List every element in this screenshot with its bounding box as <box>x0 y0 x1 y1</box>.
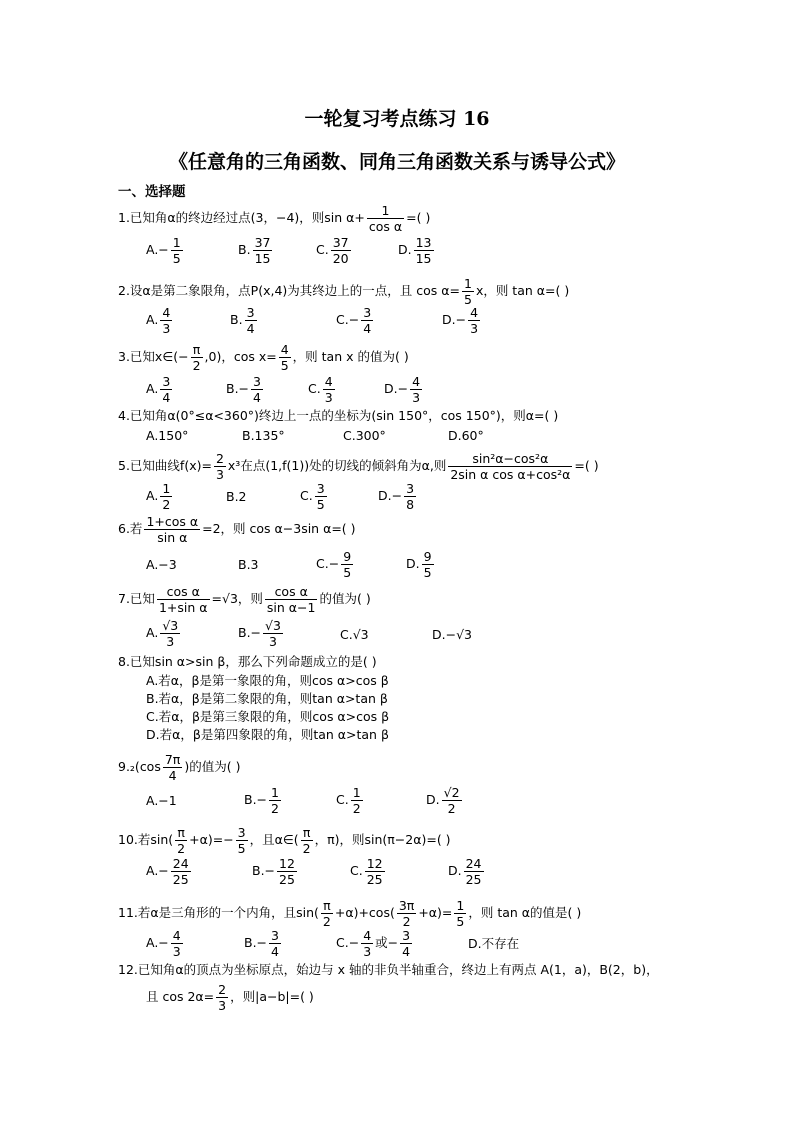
question-8: 8.已知sin α>sin β，那么下列命题成立的是( ) <box>118 654 377 669</box>
q9-option-c: C. $\frac{1}{2}$ <box>336 785 361 816</box>
q2-option-a: A. $\frac{4}{3}$ <box>146 305 171 336</box>
section-heading: 一、选择题 <box>118 184 186 200</box>
q4-option-b: B.135° <box>242 428 285 443</box>
q11-option-a: A.− $\frac{4}{3}$ <box>146 928 181 959</box>
page-subtitle: 《任意角的三角函数、同角三角函数关系与诱导公式》 <box>168 151 625 173</box>
q10-option-b: B.− $\frac{12}{25}$ <box>252 856 295 887</box>
q9-option-d: D. $\frac{√2}{2}$ <box>426 785 460 816</box>
question-1: 1.已知角α的终边经过点(3，−4)，则sin α+ $\frac{1}{\text{cos α}}$ =( ) <box>118 203 431 234</box>
q3-option-d: D.− $\frac{4}{3}$ <box>384 374 421 405</box>
question-9: 9.₂(cos $\frac{7\pi}{4}$ )的值为( ) <box>118 752 241 783</box>
q3-option-c: C. $\frac{4}{3}$ <box>308 374 333 405</box>
question-11: 11.若α是三角形的一个内角，且sin( $\frac{\pi}{2}$ +α)+cos( $\frac{3\pi}{2}$ +α)= $\frac{1}{5}$ ，则 tan α的值是( ) <box>118 898 582 929</box>
q10-option-d: D. $\frac{24}{25}$ <box>448 856 482 887</box>
question-10: 10.若sin( $\frac{\pi}{2}$ +α)=− $\frac{3}{5}$ ，且α∈( $\frac{\pi}{2}$ ，π)，则sin(π−2α)=( ) <box>118 825 451 856</box>
q7-option-a: A. $\frac{√3}{3}$ <box>146 618 179 649</box>
q4-option-a: A.150° <box>146 428 189 443</box>
q3-option-a: A. $\frac{3}{4}$ <box>146 374 171 405</box>
q10-option-c: C. $\frac{12}{25}$ <box>350 856 383 887</box>
q1-option-d: D. $\frac{13}{15}$ <box>398 235 432 266</box>
question-12: 12.已知角α的顶点为坐标原点，始边与 x 轴的非负半轴重合，终边上有两点 A(1，a)，B(2，b)， <box>118 962 659 977</box>
q4-option-c: C.300° <box>343 428 386 443</box>
q11-option-c: C.− $\frac{4}{3}$ 或− $\frac{3}{4}$ <box>336 928 411 959</box>
q1-option-a: A.− $\frac{1}{5}$ <box>146 235 181 266</box>
q5-option-b: B.2 <box>226 489 247 504</box>
q2-option-d: D.− $\frac{4}{3}$ <box>442 305 479 336</box>
q11-option-d: D.不存在 <box>468 936 520 951</box>
q3-option-b: B.− $\frac{3}{4}$ <box>226 374 261 405</box>
q9-option-b: B.− $\frac{1}{2}$ <box>244 785 279 816</box>
q2-option-c: C.− $\frac{3}{4}$ <box>336 305 372 336</box>
question-7: 7.已知 $\frac{\text{cos α}}{\text{1+sin α}}$ =√3，则 $\frac{\text{cos α}}{\text{sin α−1}}$ 的值为( ) <box>118 584 371 615</box>
q6-option-d: D. $\frac{9}{5}$ <box>406 549 432 580</box>
question-5: 5.已知曲线f(x)= $\frac{2}{3}$ x³在点(1,f(1))处的切线的倾斜角为α,则 $\frac{\text{sin²α−cos²α}}{\text{2sin α cos α+cos²α}}$ =( ) <box>118 451 599 482</box>
question-4: 4.已知角α(0°≤α<360°)终边上一点的坐标为(sin 150°，cos 150°)，则α=( ) <box>118 408 559 423</box>
question-2: 2.设α是第二象限角，点P(x,4)为其终边上的一点，且 cos α= $\frac{1}{5}$ x，则 tan α=( ) <box>118 276 570 307</box>
q9-option-a: A.−1 <box>146 793 177 808</box>
question-6: 6.若 $\frac{\text{1+cos α}}{\text{sin α}}$ =2，则 cos α−3sin α=( ) <box>118 514 356 545</box>
q5-option-c: C. $\frac{3}{5}$ <box>300 481 325 512</box>
page-title: 一轮复习考点练习 16 <box>304 108 490 130</box>
q8-option-a: A.若α，β是第一象限的角，则cos α>cos β <box>146 673 389 688</box>
q5-option-d: D.− $\frac{3}{8}$ <box>378 481 415 512</box>
q5-option-a: A. $\frac{1}{2}$ <box>146 481 171 512</box>
q6-option-b: B.3 <box>238 557 259 572</box>
q6-option-c: C.− $\frac{9}{5}$ <box>316 549 352 580</box>
q2-option-b: B. $\frac{3}{4}$ <box>230 305 255 336</box>
q4-option-d: D.60° <box>448 428 484 443</box>
q7-option-d: D.−√3 <box>432 627 472 642</box>
q7-option-c: C.√3 <box>340 627 369 642</box>
question-3: 3.已知x∈(− $\frac{\pi}{2}$ ,0)，cos x= $\frac{4}{5}$ ，则 tan x 的值为( ) <box>118 342 409 373</box>
q1-option-b: B. $\frac{37}{15}$ <box>238 235 271 266</box>
q11-option-b: B.− $\frac{3}{4}$ <box>244 928 279 959</box>
q1-option-c: C. $\frac{37}{20}$ <box>316 235 349 266</box>
q6-option-a: A.−3 <box>146 557 177 572</box>
q10-option-a: A.− $\frac{24}{25}$ <box>146 856 189 887</box>
question-12-cont: 且 cos 2α= $\frac{2}{3}$ ，则|a−b|=( ) <box>146 982 314 1013</box>
q8-option-c: C.若α，β是第三象限的角，则cos α>cos β <box>146 709 390 724</box>
q7-option-b: B.− $\frac{√3}{3}$ <box>238 618 281 649</box>
q8-option-d: D.若α，β是第四象限的角，则tan α>tan β <box>146 727 389 742</box>
q8-option-b: B.若α，β是第二象限的角，则tan α>tan β <box>146 691 388 706</box>
